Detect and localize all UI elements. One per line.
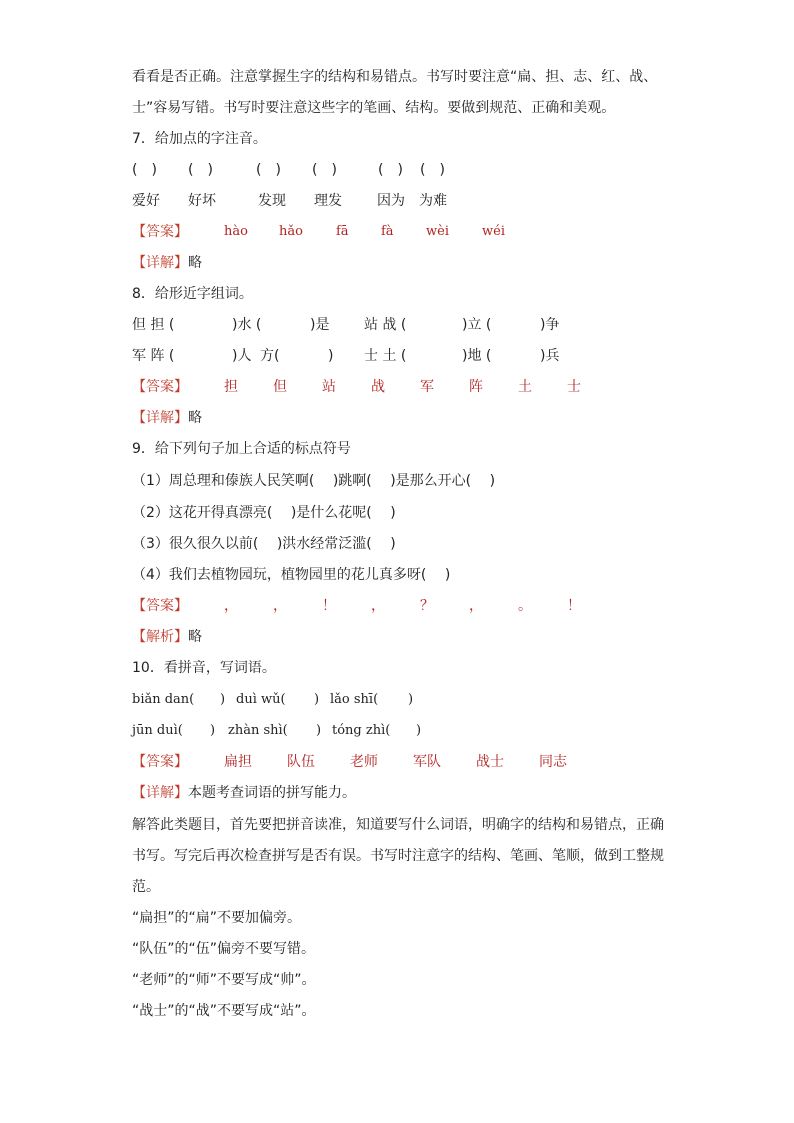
q8-answer: 站: [322, 379, 336, 395]
q9-answer: ，: [224, 598, 238, 614]
q7-answer: wèi: [426, 224, 449, 239]
q10-pinyin: tóng zhì(: [332, 723, 391, 738]
detail-tag: 【解析】: [132, 629, 188, 645]
q7-paren: ( ): [188, 162, 213, 178]
q8-item: )是: [310, 317, 330, 333]
q10-pinyin: zhàn shì(: [228, 723, 288, 738]
q10-row-1: [132, 689, 414, 711]
q7-paren: ( ): [256, 162, 281, 178]
q7-word: 好坏: [188, 193, 216, 209]
q7-answer-row: [132, 221, 505, 243]
q7-answer: hǎo: [279, 224, 303, 239]
q10-para-line-2: 书写。写完后再次检查拼写是否有误。书写时注意字的结构、笔画、笔顺，做到工整规: [132, 848, 664, 864]
q9-answer: ？: [420, 598, 434, 614]
q7-paren: ( ): [420, 162, 445, 178]
q9-sentence-3: （3）很久很久以前( )洪水经常泛滥( ): [132, 536, 396, 552]
q7-word: 发现: [258, 193, 286, 209]
q10-answer: 队伍: [287, 754, 315, 770]
q9-title: 9．给下列句子加上合适的标点符号: [132, 441, 351, 457]
q10-pinyin: lǎo shī(: [330, 692, 379, 707]
q7-detail-row: [132, 252, 202, 274]
q10-pinyin: duì wǔ(: [236, 692, 286, 707]
q8-item: 但 担 (: [132, 317, 175, 333]
q10-note: “队伍”的“伍”偏旁不要写错。: [132, 941, 316, 957]
q7-paren: ( ): [132, 162, 157, 178]
q10-detail-row: [132, 782, 356, 804]
q10-para-line-3: 范。: [132, 879, 160, 895]
q10-paren: ): [416, 723, 422, 738]
q7-word: 理发: [314, 193, 342, 209]
q7-answer: wéi: [482, 224, 505, 239]
intro-line-1: 看看是否正确。注意掌握生字的结构和易错点。书写时要注意“扁、担、志、红、战、: [132, 69, 658, 85]
q9-answer: ！: [322, 598, 336, 614]
q9-sentence-2: （2）这花开得真漂亮( )是什么花呢( ): [132, 505, 396, 521]
q8-item: 站 战 (: [364, 317, 407, 333]
q8-answer: 战: [371, 379, 385, 395]
q10-detail-head: 本题考查词语的拼写能力。: [188, 785, 356, 801]
q9-answer: ，: [469, 598, 483, 614]
detail-tag: 【详解】: [132, 410, 188, 426]
q8-detail: 略: [188, 410, 202, 426]
q7-paren: ( ): [312, 162, 337, 178]
answer-tag: 【答案】: [132, 379, 188, 395]
answer-tag: 【答案】: [132, 598, 188, 614]
q8-item: )人: [232, 348, 252, 364]
q8-answer: 但: [273, 379, 287, 395]
q8-item: )兵: [540, 348, 560, 364]
q9-sentence-1: （1）周总理和傣族人民笑啊( )跳啊( )是那么开心( ): [132, 473, 496, 489]
q7-answer: hào: [224, 224, 248, 239]
answer-tag: 【答案】: [132, 224, 188, 240]
q8-item: 军 阵 (: [132, 348, 175, 364]
q7-word: 因为: [377, 193, 405, 209]
q10-answer: 老师: [350, 754, 378, 770]
q9-answer: ，: [371, 598, 385, 614]
q8-answer: 士: [567, 379, 581, 395]
q8-detail-row: [132, 407, 202, 429]
q8-answer: 担: [224, 379, 238, 395]
q7-title: 7．给加点的字注音。: [132, 131, 267, 147]
q10-answer: 扁担: [224, 754, 252, 770]
q7-word: 爱好: [132, 193, 160, 209]
q9-answer: ！: [567, 598, 581, 614]
q9-sentence-4: （4）我们去植物园玩，植物园里的花儿真多呀( ): [132, 567, 451, 583]
q10-answer: 军队: [413, 754, 441, 770]
q8-item: )地 (: [462, 348, 492, 364]
q9-answer: ，: [273, 598, 287, 614]
q10-para-line-1: 解答此类题目，首先要把拼音读准，知道要写什么词语，明确字的结构和易错点，正确: [132, 817, 664, 833]
q10-answer-row: [132, 751, 567, 773]
q7-answer: fā: [336, 224, 349, 239]
q10-pinyin: biǎn dan(: [132, 692, 195, 707]
detail-tag: 【详解】: [132, 785, 188, 801]
q10-note: “战士”的“战”不要写成“站”。: [132, 1003, 316, 1019]
q10-answer: 战士: [476, 754, 504, 770]
q10-answer: 同志: [539, 754, 567, 770]
q10-title: 10．看拼音，写词语。: [132, 660, 276, 676]
q10-pinyin: jūn duì(: [132, 723, 183, 738]
q8-item: ): [328, 348, 334, 364]
q9-answer: 。: [518, 598, 532, 614]
q9-detail-row: [132, 626, 202, 648]
q10-note: “老师”的“师”不要写成“帅”。: [132, 972, 316, 988]
q8-item: )争: [540, 317, 560, 333]
intro-line-2: 士”容易写错。书写时要注意这些字的笔画、结构。要做到规范、正确和美观。: [132, 100, 616, 116]
q10-paren: ): [314, 692, 320, 707]
q8-item: 方(: [260, 348, 280, 364]
q8-item: )立 (: [462, 317, 492, 333]
q10-paren: ): [316, 723, 322, 738]
q8-row-2: [132, 345, 560, 367]
q8-title: 8．给形近字组词。: [132, 286, 253, 302]
q7-paren: ( ): [378, 162, 403, 178]
q8-answer: 军: [420, 379, 434, 395]
detail-tag: 【详解】: [132, 255, 188, 271]
q7-word: 为难: [419, 193, 447, 209]
q8-row-1: [132, 314, 560, 336]
q8-answer-row: [132, 376, 581, 398]
q7-word-row: [132, 190, 447, 212]
q8-answer: 阵: [469, 379, 483, 395]
q10-row-2: [132, 720, 422, 742]
q10-paren: ): [210, 723, 216, 738]
q7-answer: fà: [381, 224, 394, 239]
answer-tag: 【答案】: [132, 754, 188, 770]
q8-item: 士 土 (: [364, 348, 407, 364]
q10-paren: ): [220, 692, 226, 707]
q7-paren-row: [132, 159, 445, 181]
q8-answer: 土: [518, 379, 532, 395]
q10-paren: ): [408, 692, 414, 707]
q7-detail: 略: [188, 255, 202, 271]
q9-answer-row: [132, 595, 581, 617]
q10-note: “扁担”的“扁”不要加偏旁。: [132, 910, 302, 926]
q8-item: )水 (: [232, 317, 262, 333]
q9-detail: 略: [188, 629, 202, 645]
